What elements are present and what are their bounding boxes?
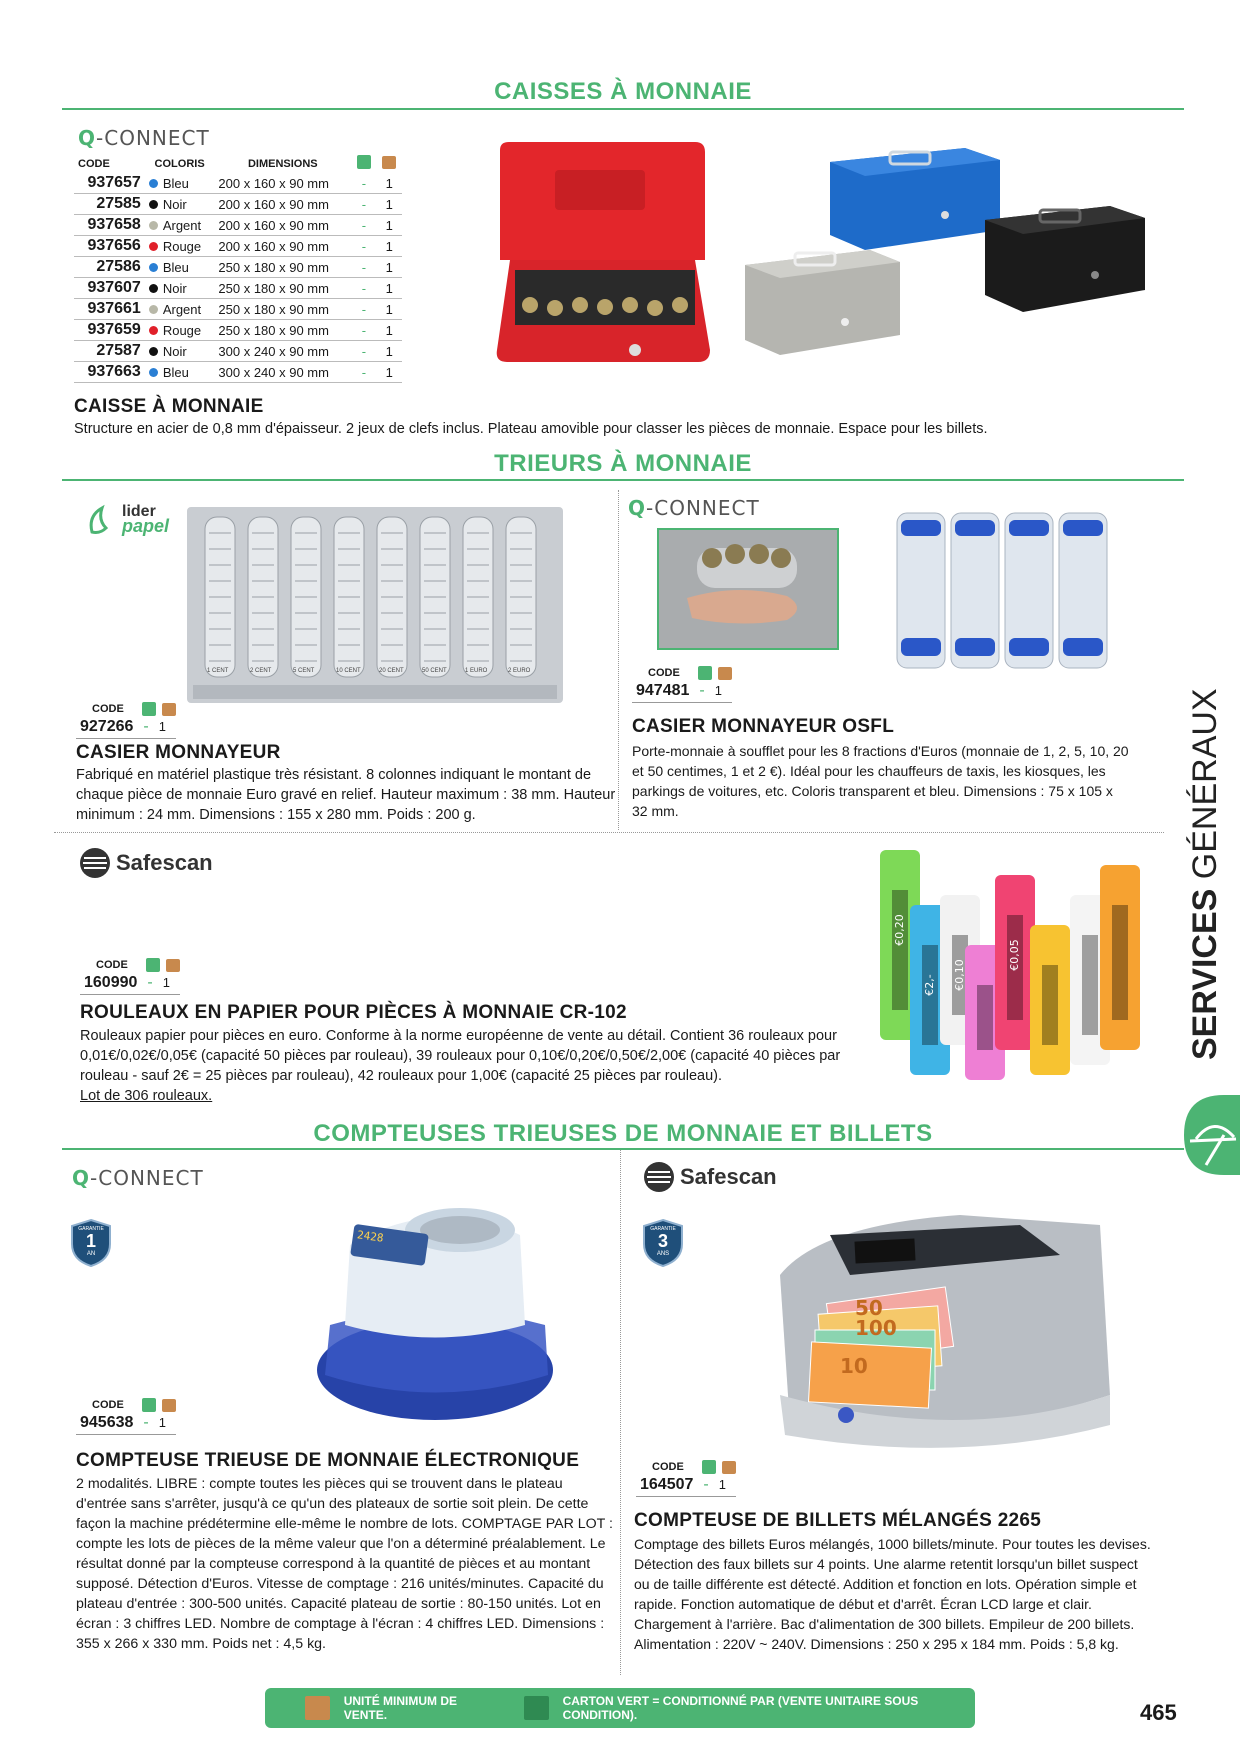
dash-cell: - [351, 236, 376, 257]
dimensions-cell: 250 x 180 x 90 mm [214, 299, 351, 320]
casier-title: CASIER MONNAYEUR [76, 742, 281, 763]
box-icon [162, 703, 176, 716]
osfl-hand-photo [657, 528, 839, 650]
color-dot [149, 368, 158, 377]
product-code: 937658 [74, 215, 145, 236]
color-cell: Noir [145, 341, 215, 362]
color-dot [149, 326, 158, 335]
note-denomination: 100 [855, 1316, 897, 1340]
dash-cell: - [351, 320, 376, 341]
dimensions-cell: 300 x 240 x 90 mm [214, 341, 351, 362]
blue-cash-box [830, 148, 1000, 250]
dimensions-cell: 250 x 180 x 90 mm [214, 278, 351, 299]
col-dimensions: DIMENSIONS [247, 157, 318, 170]
dimensions-cell: 200 x 160 x 90 mm [214, 215, 351, 236]
side-tab-icon [1184, 1095, 1240, 1175]
tube-cap-bottom [1009, 638, 1049, 656]
color-dot [149, 347, 158, 356]
section-title-trieurs: TRIEURS À MONNAIE [494, 450, 752, 477]
black-cash-box [985, 206, 1145, 312]
color-cell: Noir [145, 194, 215, 215]
product-code: 164507 [640, 1476, 694, 1493]
box-icon [377, 154, 402, 173]
dimensions-cell: 200 x 160 x 90 mm [214, 173, 351, 194]
coin-counter-image [310, 1175, 560, 1425]
safescan-icon [78, 846, 112, 880]
paper-rolls-image [870, 840, 1170, 1090]
side-category-label: SERVICES GÉNÉRAUX [1186, 688, 1224, 1060]
color-dot [149, 179, 158, 188]
rouleaux-lot: Lot de 306 rouleaux. [80, 1088, 213, 1104]
column-divider [620, 1150, 621, 1675]
product-code: 937657 [74, 173, 145, 194]
green-carton-icon [351, 154, 376, 173]
safescan-logo: Safescan [642, 1160, 777, 1194]
qconnect-logo: Q-CONNECT [72, 1166, 204, 1190]
table-row [74, 257, 402, 278]
table-row [74, 320, 402, 341]
section-title-caisses: CAISSES À MONNAIE [494, 78, 752, 105]
tray-labels [195, 668, 555, 680]
qty-cell: 1 [377, 362, 402, 383]
cash-boxes-image [495, 140, 1155, 400]
box-icon [162, 1399, 176, 1412]
product-code: 937607 [74, 278, 145, 299]
qty-cell: 1 [377, 299, 402, 320]
tube-cap-top [1009, 520, 1049, 536]
color-cell: Bleu [145, 257, 215, 278]
billets-description: Comptage des billets Euros mélangés, 1000 billets/minute. Pour toutes les devises. Détection des faux billets sur 4 points. Une alarme retentit lorsqu'un billet suspect ou de taille différente est détecté. Addition et fonction en lots. Opération simple et rapide. Fonction automatique de début et d'arrêt. Écran LCD large et clair. Chargement à l'arrière. Bac d'alimentation de 300 billets. Empileur de 200 billets. Alimentation : 220V ~ 240V. Dimensions : 250 x 295 x 184 mm. Poids : 5,8 kg. [634, 1536, 1151, 1652]
product-code: 27586 [74, 257, 145, 278]
dimensions-cell: 200 x 160 x 90 mm [214, 194, 351, 215]
tray-label: 20 CENT [379, 668, 404, 674]
color-dot [149, 284, 158, 293]
guarantee-badge-1: GARANTIE 1 AN [70, 1218, 112, 1268]
dash-cell: - [351, 362, 376, 383]
dimensions-cell: 300 x 240 x 90 mm [214, 362, 351, 383]
roll-band [1082, 935, 1098, 1035]
green-carton-icon [524, 1696, 549, 1720]
tray-label: 5 CENT [293, 668, 315, 674]
roll-label: €0,20 [893, 914, 906, 946]
bill-counter-image [760, 1195, 1120, 1465]
tube-cap-bottom [901, 638, 941, 656]
table-row [74, 362, 402, 383]
color-cell: Rouge [145, 236, 215, 257]
coin-counter-display: 2428 [356, 1228, 385, 1245]
casier-description: Fabriqué en matériel plastique très résistant. 8 colonnes indiquant le montant de chaque pièce de monnaie Euro gravé en relief. Hauteur maximum : 38 mm. Hauteur minimum : 24 mm. Dimensions : 155 x 280 mm. Poids : 200 g. [76, 767, 616, 823]
roll-label: €2,- [923, 974, 936, 996]
dash-cell: - [351, 257, 376, 278]
tray-label: 50 CENT [422, 668, 447, 674]
tube-cap-bottom [1063, 638, 1103, 656]
dimensions-cell: 250 x 180 x 90 mm [214, 257, 351, 278]
page-number: 465 [1140, 1700, 1177, 1725]
qty-cell: 1 [377, 257, 402, 278]
tray-label: 1 EURO [465, 668, 488, 674]
rouleaux-title: ROULEAUX EN PAPIER POUR PIÈCES À MONNAIE CR-102 [80, 1002, 627, 1023]
col-code: CODE [78, 157, 110, 170]
col-coloris: COLORIS [154, 157, 205, 170]
tube-cap-bottom [955, 638, 995, 656]
box-icon [722, 1461, 736, 1474]
color-dot [149, 242, 158, 251]
dimensions-cell: 250 x 180 x 90 mm [214, 320, 351, 341]
tube-cap-top [1063, 520, 1103, 536]
color-dot [149, 305, 158, 314]
roll-label: €0,10 [953, 959, 966, 991]
box-icon [166, 959, 180, 972]
color-cell: Argent [145, 299, 215, 320]
dash-cell: - [351, 299, 376, 320]
product-code: 947481 [636, 682, 690, 699]
green-carton-icon [142, 702, 156, 716]
tube-cap-top [955, 520, 995, 536]
product-code: 937656 [74, 236, 145, 257]
billets-title: COMPTEUSE DE BILLETS MÉLANGÉS 2265 [634, 1510, 1042, 1531]
table-row [74, 341, 402, 362]
tray-label: 1 CENT [207, 668, 229, 674]
safescan-logo: Safescan [78, 846, 213, 880]
section-rule [62, 479, 1184, 481]
red-cash-box [497, 142, 710, 362]
column-divider [618, 490, 619, 830]
compteuse-code-box: CODE 945638 - 1 [76, 1398, 176, 1435]
section-title-compteuses: COMPTEUSES TRIEUSES DE MONNAIE ET BILLETS [313, 1120, 933, 1147]
leaf-icon [84, 502, 120, 538]
product-code: 937663 [74, 362, 145, 383]
dash-cell: - [351, 194, 376, 215]
osfl-tubes-image [892, 508, 1117, 673]
casier-code-box: CODE 927266 - 1 [76, 702, 176, 739]
compteuse-description: 2 modalités. LIBRE : compte toutes les pièces qui se trouvent dans le plateau d'entrée sans s'arrêter, jusqu'à ce qu'un des plateaux de sortie soit plein. De cette façon la machine prédétermine elle-même le nombre de lots. COMPTAGE PAR LOT : compte les lots de pièces de la même valeur que l'on a déterminé préalablement. Le résultat donné par la compteuse correspond à la quantité de pièces et au montant supposé. Détection d'Euros. Vitesse de comptage : 216 unités/minutes. Capacité du plateau d'entrée : 300-500 unités. Capacité plateau de sortie : 80-150 unités. Lot en écran : 3 chiffres LED. Nombre de comptage à l'écran : 4 chiffres LED. Dimensions : 355 x 266 x 330 mm. Poids net : 4,5 kg. [76, 1476, 613, 1652]
tray-label: 10 CENT [336, 668, 361, 674]
caisse-spec-table [74, 154, 402, 383]
roll-band [977, 985, 993, 1050]
color-cell: Rouge [145, 320, 215, 341]
caisse-description: Structure en acier de 0,8 mm d'épaisseur. 2 jeux de clefs inclus. Plateau amovible pour classer les pièces de monnaie. Espace pour les billets. [74, 421, 988, 437]
green-carton-icon [146, 958, 160, 972]
product-code: 945638 [80, 1414, 134, 1431]
qty-cell: 1 [377, 236, 402, 257]
color-cell: Bleu [145, 173, 215, 194]
dash-cell: - [351, 173, 376, 194]
billets-code-box: CODE 164507 - 1 [636, 1460, 736, 1497]
section-rule [62, 108, 1184, 110]
table-row [74, 173, 402, 194]
rouleaux-code-box: CODE 160990 - 1 [80, 958, 180, 995]
osfl-title: CASIER MONNAYEUR OSFL [632, 716, 895, 737]
bank-note [809, 1342, 932, 1408]
roll-band [1042, 965, 1058, 1045]
qconnect-logo: Q-CONNECT [628, 496, 760, 520]
osfl-code-box: CODE 947481 - 1 [632, 666, 732, 703]
table-row [74, 236, 402, 257]
section-rule [62, 1148, 1184, 1150]
dimensions-cell: 200 x 160 x 90 mm [214, 236, 351, 257]
footer-legend: UNITÉ MINIMUM DE VENTE. CARTON VERT = CONDITIONNÉ PAR (VENTE UNITAIRE SOUS CONDITION). [265, 1688, 975, 1728]
qty-cell: 1 [377, 215, 402, 236]
osfl-description: Porte-monnaie à soufflet pour les 8 fractions d'Euros (monnaie de 1, 2, 5, 10, 20 et 50 centimes, 1 et 2 €). Idéal pour les chauffeurs de taxis, les kiosques, les parkings de voitures, etc. Coloris transparent et bleu. Dimensions : 75 x 105 x 32 mm. [632, 743, 1129, 819]
dash-cell: - [351, 341, 376, 362]
qty-cell: 1 [377, 278, 402, 299]
tube-cap-top [901, 520, 941, 536]
table-row [74, 194, 402, 215]
product-code: 160990 [84, 974, 138, 991]
qty-cell: 1 [377, 173, 402, 194]
color-cell: Noir [145, 278, 215, 299]
note-denomination: 50 [855, 1296, 883, 1320]
box-icon [305, 1696, 330, 1720]
qty-cell: 1 [377, 341, 402, 362]
tray-label: 2 EURO [508, 668, 531, 674]
table-row [74, 299, 402, 320]
roll-band [892, 890, 908, 1010]
qty-cell: 1 [377, 194, 402, 215]
rouleaux-description: Rouleaux papier pour pièces en euro. Conforme à la norme européenne de vente au détail. Contient 36 rouleaux pour 0,01€/0,02€/0,05€ (capacité 50 pièces par rouleau), 39 rouleaux pour 0,10€/0,20€/0,50€/2,00€ (capacité 40 pièces par rouleau - sauf 2€ = 25 pièces par rouleau), 42 rouleaux pour 1,00€ (capacité 25 pièces par rouleau). [80, 1028, 841, 1084]
green-carton-icon [698, 666, 712, 680]
safescan-icon [642, 1160, 676, 1194]
product-code: 27585 [74, 194, 145, 215]
product-code: 927266 [80, 718, 134, 735]
color-cell: Argent [145, 215, 215, 236]
box-icon [718, 667, 732, 680]
color-dot [149, 263, 158, 272]
dash-cell: - [351, 215, 376, 236]
color-dot [149, 200, 158, 209]
guarantee-badge-3: GARANTIE 3 ANS [642, 1218, 684, 1268]
green-carton-icon [142, 1398, 156, 1412]
qty-cell: 1 [377, 320, 402, 341]
tray-label: 2 CENT [250, 668, 272, 674]
table-row [74, 215, 402, 236]
green-carton-icon [702, 1460, 716, 1474]
qconnect-logo: Q-CONNECT [78, 126, 210, 150]
roll-band [1112, 905, 1128, 1020]
product-code: 27587 [74, 341, 145, 362]
silver-cash-box [745, 250, 900, 355]
row-divider [54, 832, 1164, 833]
caisse-title: CAISSE À MONNAIE [74, 396, 264, 417]
roll-label: €0,05 [1008, 939, 1021, 971]
note-denomination: 10 [840, 1354, 868, 1378]
product-code: 937659 [74, 320, 145, 341]
color-dot [149, 221, 158, 230]
dash-cell: - [351, 278, 376, 299]
color-cell: Bleu [145, 362, 215, 383]
table-row [74, 278, 402, 299]
compteuse-title: COMPTEUSE TRIEUSE DE MONNAIE ÉLECTRONIQUE [76, 1450, 580, 1471]
product-code: 937661 [74, 299, 145, 320]
